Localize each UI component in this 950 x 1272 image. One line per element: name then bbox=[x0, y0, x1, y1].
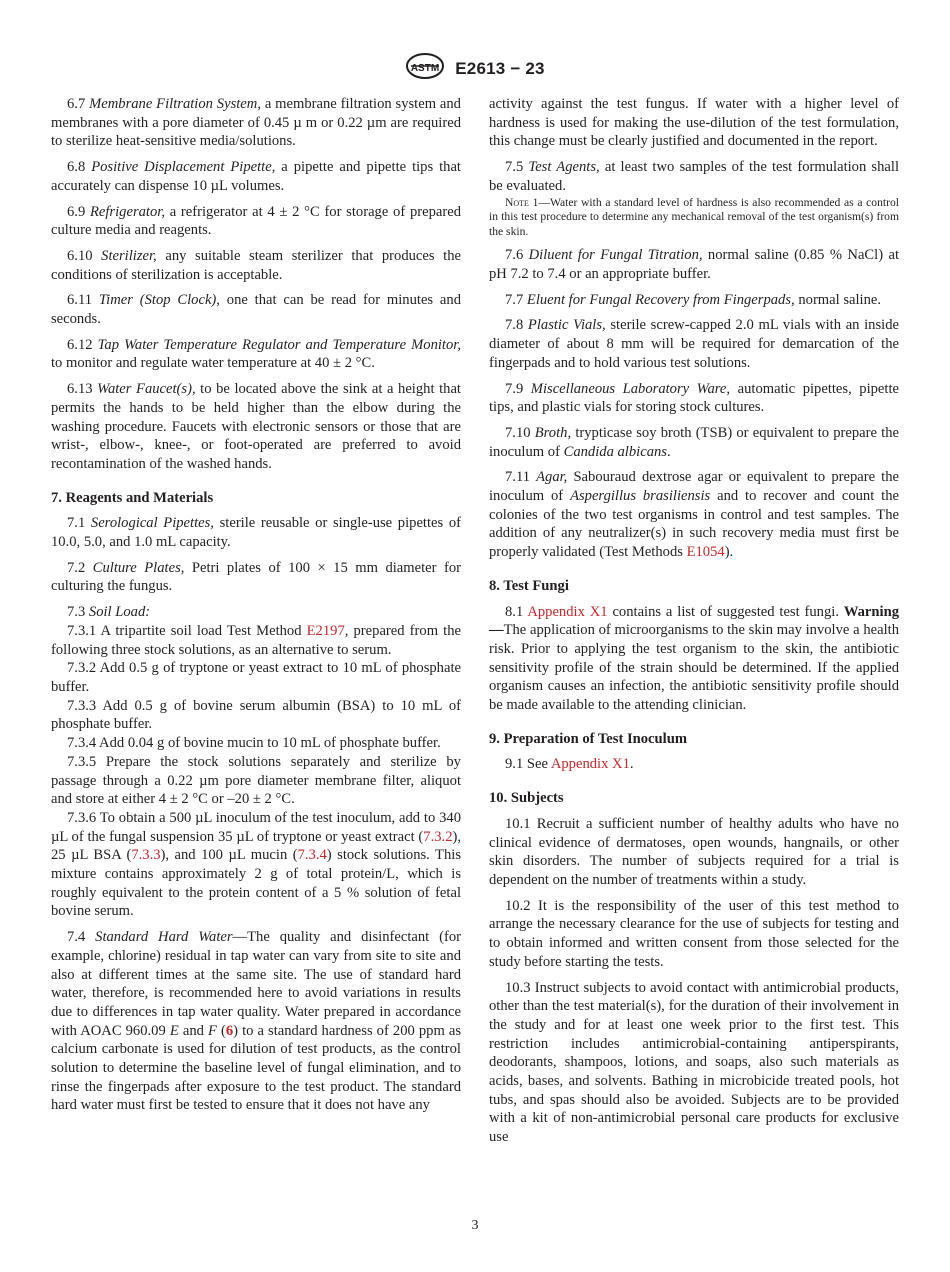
section-7-3-3: 7.3.3 Add 0.5 g of bovine serum albumin (BSA) to 10 mL of phosphate buffer. bbox=[51, 697, 461, 733]
section-6-11: 6.11 Timer (Stop Clock), one that can be read for minutes and seconds. bbox=[51, 292, 462, 328]
section-7-1: 7.1 Serological Pipettes, sterile reusable or single-use pipettes of 10.0, 5.0, and 1.0 mL capacity. bbox=[51, 515, 461, 551]
section-6-10: 6.10 Sterilizer, any suitable steam sterilizer that produces the conditions of sterilization is acceptable. bbox=[51, 247, 461, 283]
heading-section-9: 9. Preparation of Test Inoculum bbox=[489, 730, 687, 747]
section-8-1: 8.1 Appendix X1 contains a list of suggested test fungi. Warning—The application of microorganisms to the skin may involve a health risk. Prior to applying the test organism to the skin, the antibiotic sensitivity profile of the strain should be determined. If the applied organism causes an infection, the antibiotic sensitivity profile should be made available to the attending clinician. bbox=[489, 603, 899, 714]
section-7-4-continued: activity against the test fungus. If water with a higher level of hardness is used for making the use-dilution of the test formulation, this change must be clearly justified and documented in the report. bbox=[489, 96, 899, 150]
link-appendix-x1[interactable]: Appendix X1 bbox=[527, 603, 608, 620]
section-7-3-1: 7.3.1 A tripartite soil load Test Method E2197, prepared from the following three stock solutions, as an alternative to serum. bbox=[51, 622, 461, 658]
section-7-5: 7.5 Test Agents, at least two samples of the test formulation shall be evaluated. bbox=[489, 159, 899, 194]
astm-logo-icon bbox=[405, 52, 445, 85]
heading-section-7: 7. Reagents and Materials bbox=[51, 489, 214, 506]
link-e2197[interactable]: E2197 bbox=[306, 622, 345, 639]
logo-text: ASTM bbox=[411, 63, 440, 74]
heading-section-10: 10. Subjects bbox=[489, 790, 564, 807]
heading-section-8: 8. Test Fungi bbox=[489, 577, 569, 594]
section-6-7: 6.7 Membrane Filtration System, a membrane filtration system and membranes with a pore diameter of 0.45 µ m or 0.22 µm are required to sterilize heat-sensitive media/solutions. bbox=[51, 96, 461, 150]
section-6-13: 6.13 Water Faucet(s), to be located above the sink at a height that permits the hands to be held higher than the elbow during the washing procedure. Faucets with electronic sensors or those that are wrist-, elbow-, knee-, or foot-operated are preferred to avoid recontamination of the washed hands. bbox=[51, 381, 461, 472]
section-7-2: 7.2 Culture Plates, Petri plates of 100 × 15 mm diameter for culturing the fungus. bbox=[51, 559, 461, 595]
section-7-3-5: 7.3.5 Prepare the stock solutions separately and sterilize by passage through a 0.22 µm pore diameter membrane filter, aliquot and store at either 4 ± 2 °C or –20 ± 2 °C. bbox=[51, 753, 461, 808]
link-7-3-4[interactable]: 7.3.4 bbox=[297, 847, 327, 864]
section-7-6: 7.6 Diluent for Fungal Titration, normal saline (0.85 % NaCl) at pH 7.2 to 7.4 or an appropriate buffer. bbox=[489, 247, 899, 282]
section-9-1: 9.1 See Appendix X1. bbox=[505, 756, 634, 773]
section-10-2: 10.2 It is the responsibility of the user of this test method to arrange the necessary clearance for the use of subjects for testing and to obtain informed and written consent from those selected for the study before starting the tests. bbox=[489, 897, 899, 970]
section-7-9: 7.9 Miscellaneous Laboratory Ware, automatic pipettes, pipette tips, and plastic vials for storing stock cultures. bbox=[489, 380, 899, 416]
section-6-12: 6.12 Tap Water Temperature Regulator and Temperature Monitor, to monitor and regulate water temperature at 40 ± 2 °C. bbox=[51, 336, 461, 372]
link-appendix-x1-2[interactable]: Appendix X1 bbox=[550, 756, 630, 773]
page-header bbox=[0, 52, 950, 85]
reference-6[interactable]: 6 bbox=[225, 1022, 234, 1039]
left-column bbox=[51, 95, 461, 1115]
note-1: Note 1—Water with a standard level of hardness is also recommended as a control in this test procedure to determine any mechanical removal of the test organism(s) from the skin. bbox=[489, 195, 899, 238]
link-7-3-2[interactable]: 7.3.2 bbox=[423, 828, 453, 845]
section-7-3-4: 7.3.4 Add 0.04 g of bovine mucin to 10 mL of phosphate buffer. bbox=[67, 735, 441, 752]
section-7-8: 7.8 Plastic Vials, sterile screw-capped 2.0 mL vials with an inside diameter of about 8 mm will be required for demarcation of the fingerpads and to hold various test solutions. bbox=[489, 317, 899, 371]
link-7-3-3[interactable]: 7.3.3 bbox=[131, 847, 161, 864]
section-7-11: 7.11 Agar, Sabouraud dextrose agar or equivalent to prepare the inoculum of Aspergillus brasiliensis and to recover and count the colonies of the two test organisms in control and test samples. The addition of any neutralizer(s) in such recovery media must first be properly validated (Test Methods E1054). bbox=[489, 469, 899, 561]
section-7-4: 7.4 Standard Hard Water—The quality and disinfectant (for example, chlorine) residual in tap water can vary from site to site and also at different times at the same site. The use of standard hard water, therefore, is recommended here to avoid variations in results due to differences in tap water quality. Water prepared in accordance with AOAC 960.09 E and F (6) to a standard hardness of 200 ppm as calcium carbonate is used for dilution of test products, as the control solution to determine the baseline level of fungal elimination, and to rinse the fingerpads after exposure to the test product. The standard hard water must first be tested to ensure that it does not have any bbox=[51, 929, 462, 1114]
section-7-3-2: 7.3.2 Add 0.5 g of tryptone or yeast extract to 10 mL of phosphate buffer. bbox=[51, 660, 461, 695]
section-7-10: 7.10 Broth, trypticase soy broth (TSB) or equivalent to prepare the inoculum of Candida albicans. bbox=[489, 424, 899, 460]
page-number: 3 bbox=[471, 1218, 479, 1233]
section-10-3: 10.3 Instruct subjects to avoid contact with antimicrobial products, other than the test material(s), for the duration of their involvement in the study and for at least one week prior to the first test. This restriction includes antimicrobial-containing antiperspirants, deodorants, shampoos, lotions, and soaps, also such materials as acids, bases, and solvents. Bathing in microbicide treated pools, hot tubs, and spas should also be avoided. Subjects are to be provided with a kit of non-antimicrobial personal care products for exclusive use bbox=[489, 979, 899, 1146]
section-6-9: 6.9 Refrigerator, a refrigerator at 4 ± 2 °C for storage of prepared culture media and reagents. bbox=[51, 203, 461, 239]
link-e1054[interactable]: E1054 bbox=[686, 544, 725, 561]
right-column bbox=[489, 95, 899, 1147]
section-6-8: 6.8 Positive Displacement Pipette, a pipette and pipette tips that accurately can dispense 10 µL volumes. bbox=[51, 159, 461, 194]
section-7-3-6: 7.3.6 To obtain a 500 µL inoculum of the test inoculum, add to 340 µL of the fungal suspension 35 µL of tryptone or yeast extract (7.3.2), 25 µL BSA (7.3.3), and 100 µL mucin (7.3.4) stock solutions. This mixture contains approximately 2 g of total protein/L, which is roughly equivalent to the protein content of a 5 % solution of fetal bovine serum. bbox=[51, 809, 461, 920]
document-designation: E2613 − 23 bbox=[455, 58, 545, 78]
section-7-3: 7.3 Soil Load: bbox=[67, 604, 151, 621]
section-10-1: 10.1 Recruit a sufficient number of healthy adults who have no clinical evidence of dermatoses, open wounds, hangnails, or other skin disorders. The number of subjects required for a trial is dependent on the number of treatments within a study. bbox=[489, 815, 899, 888]
section-7-7: 7.7 Eluent for Fungal Recovery from Fingerpads, normal saline. bbox=[505, 291, 882, 308]
